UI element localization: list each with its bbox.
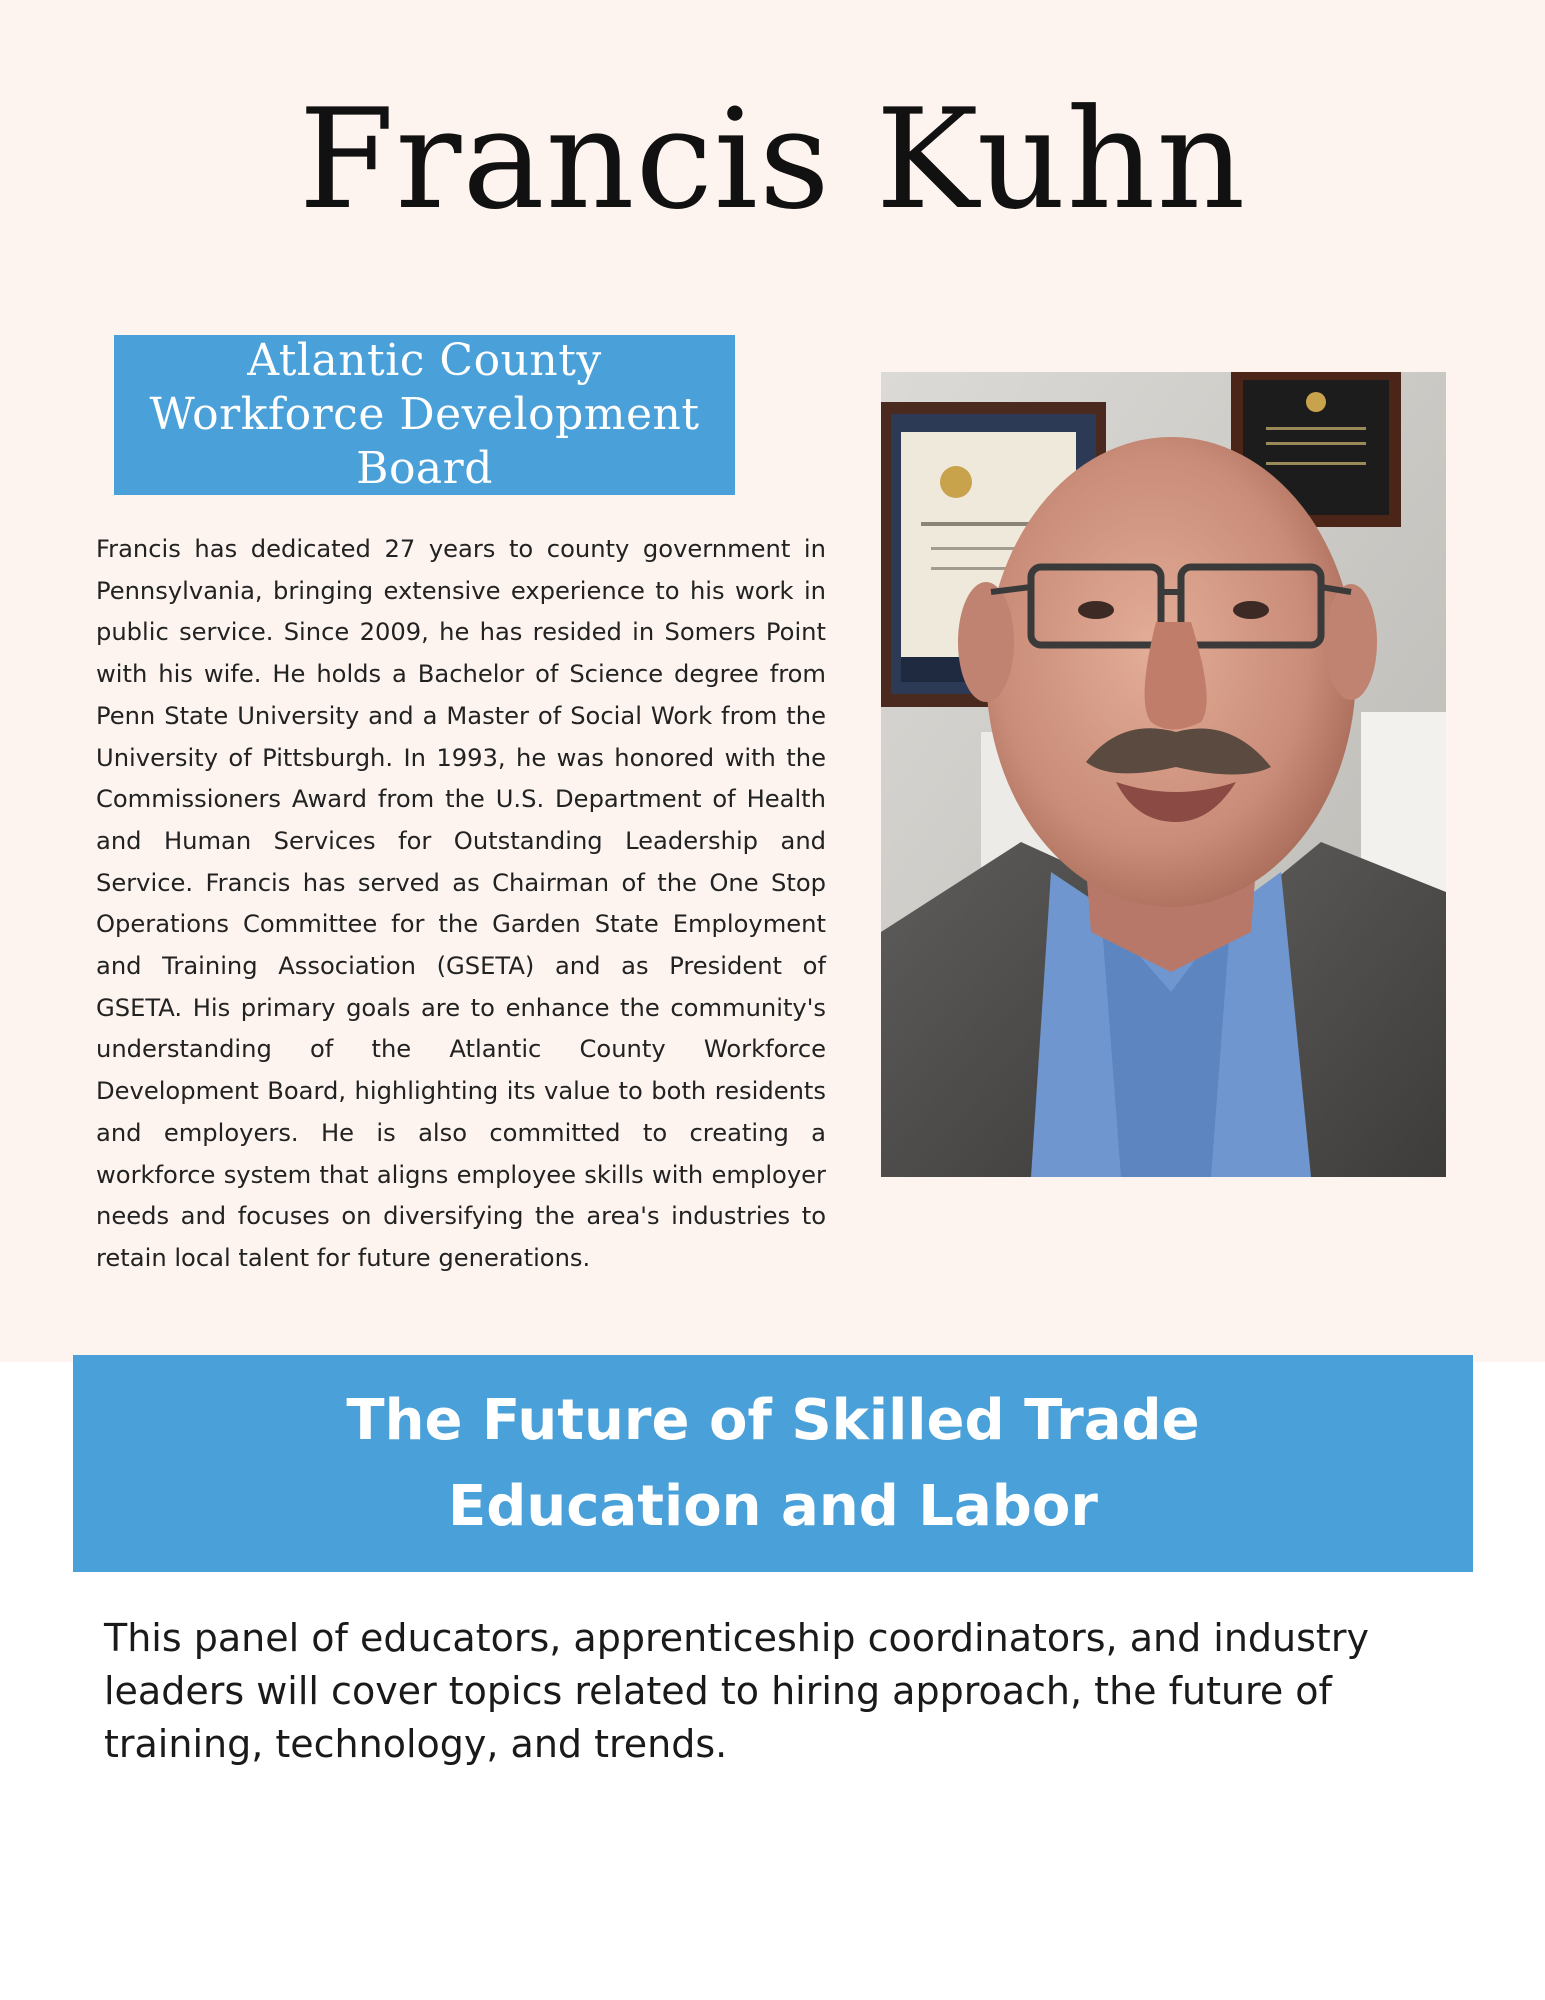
organization-label: Atlantic County Workforce Development Board <box>149 335 700 494</box>
panel-description: This panel of educators, apprenticeship coordinators, and industry leaders will cover topics related to hiring approach, the future of training, technology, and trends. <box>104 1616 1369 1766</box>
panel-title-banner <box>73 1355 1473 1572</box>
speaker-bio: Francis has dedicated 27 years to county government in Pennsylvania, bringing extensive experience to his work in public service. Since 2009, he has resided in Somers Point with his wife. He holds a Bachelor of Science degree from Penn State University and a Master of Social Work from the University of Pittsburgh. In 1993, he was honored with the Commissioners Award from the U.S. Department of Health and Human Services for Outstanding Leadership and Service. Francis has served as Chairman of the One Stop Operations Committee for the Garden State Employment and Training Association (GSETA) and as President of GSETA. His primary goals are to enhance the community's understanding of the Atlantic County Workforce Development Board, highlighting its value to both residents and employers. He is also committed to creating a workforce system that aligns employee skills with employer needs and focuses on diversifying the area's industries to retain local talent for future generations. <box>96 535 826 1272</box>
organization-banner <box>114 335 735 495</box>
panel-title-line-1: The Future of Skilled Trade <box>346 1387 1200 1453</box>
panel-title <box>346 1378 1199 1550</box>
speaker-name: Francis Kuhn <box>298 79 1247 240</box>
speaker-photo <box>881 372 1446 1177</box>
panel-title-line-2: Education and Labor <box>448 1473 1098 1539</box>
